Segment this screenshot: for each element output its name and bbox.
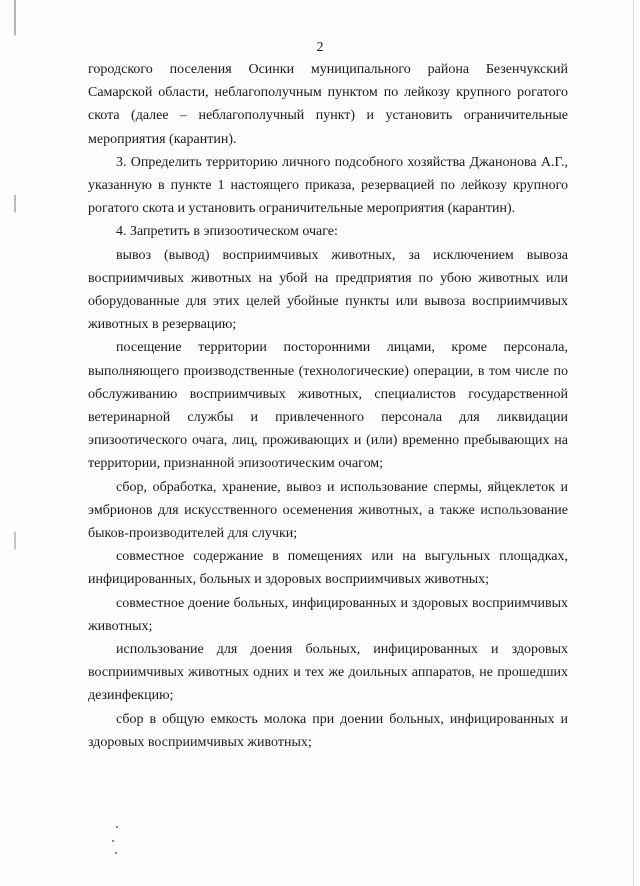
scan-edge-shadow — [14, 0, 16, 886]
prohibition-export: вывоз (вывод) восприимчивых животных, за исключением вывоза восприимчивых животных на убой на предприятия по убою животных или оборудованные для этих целей убойные пункты или вывоза восприимчивых животных в резервацию; — [88, 247, 568, 333]
page-number: 2 — [316, 40, 324, 55]
scan-speck — [115, 852, 117, 854]
paragraph-item-4: 4. Запретить в эпизоотическом очаге: — [116, 224, 338, 240]
scan-speck — [116, 826, 118, 828]
prohibition-joint-milking: совместное доение больных, инфицированных и здоровых восприимчивых животных; — [88, 595, 568, 634]
scan-edge-line — [633, 0, 634, 886]
prohibition-joint-housing: совместное содержание в помещениях или на выгульных площадках, инфицированных, больных и здоровых восприимчивых животных; — [88, 549, 568, 588]
prohibition-visits: посещение территории посторонними лицами, кроме персонала, выполняющего производственные (технологические) операции, в том числе по обслуживанию восприимчивых животных, специалистов государственной ветеринарной службы и привлеченного персонала для ликвидации эпизоотического очага, лиц, проживающих и (или) временно пребывающих на территории, признанной эпизоотическим очагом; — [88, 340, 568, 472]
prohibition-semen: сбор, обработка, хранение, вывоз и использование спермы, яйцеклеток и эмбрионов для искусственного осеменения животных, а также использование быков-производителей для случки; — [88, 479, 568, 542]
prohibition-milk-collection: сбор в общую емкость молока при доении больных, инфицированных и здоровых восприимчивых животных; — [88, 711, 568, 750]
scan-speck — [112, 840, 114, 842]
prohibition-milking-machines: использование для доения больных, инфицированных и здоровых восприимчивых животных одних и тех же доильных аппаратов, не прошедших дезинфекцию; — [88, 642, 568, 704]
paragraph-item-3: 3. Определить территорию личного подсобного хозяйства Джанонова А.Г., указанную в пункте 1 настоящего приказа, резервацией по лейкозу крупного рогатого скота и установить ограничительные мероприятия (карантин). — [88, 154, 568, 217]
paragraph-continuation: городского поселения Осинки муниципального района Безенчукский Самарской области, неблагополучным пунктом по лейкозу крупного рогатого скота (далее – неблагополучный пункт) и установить ограничительные мероприятия (карантин). — [88, 62, 568, 147]
document-body — [88, 58, 568, 754]
